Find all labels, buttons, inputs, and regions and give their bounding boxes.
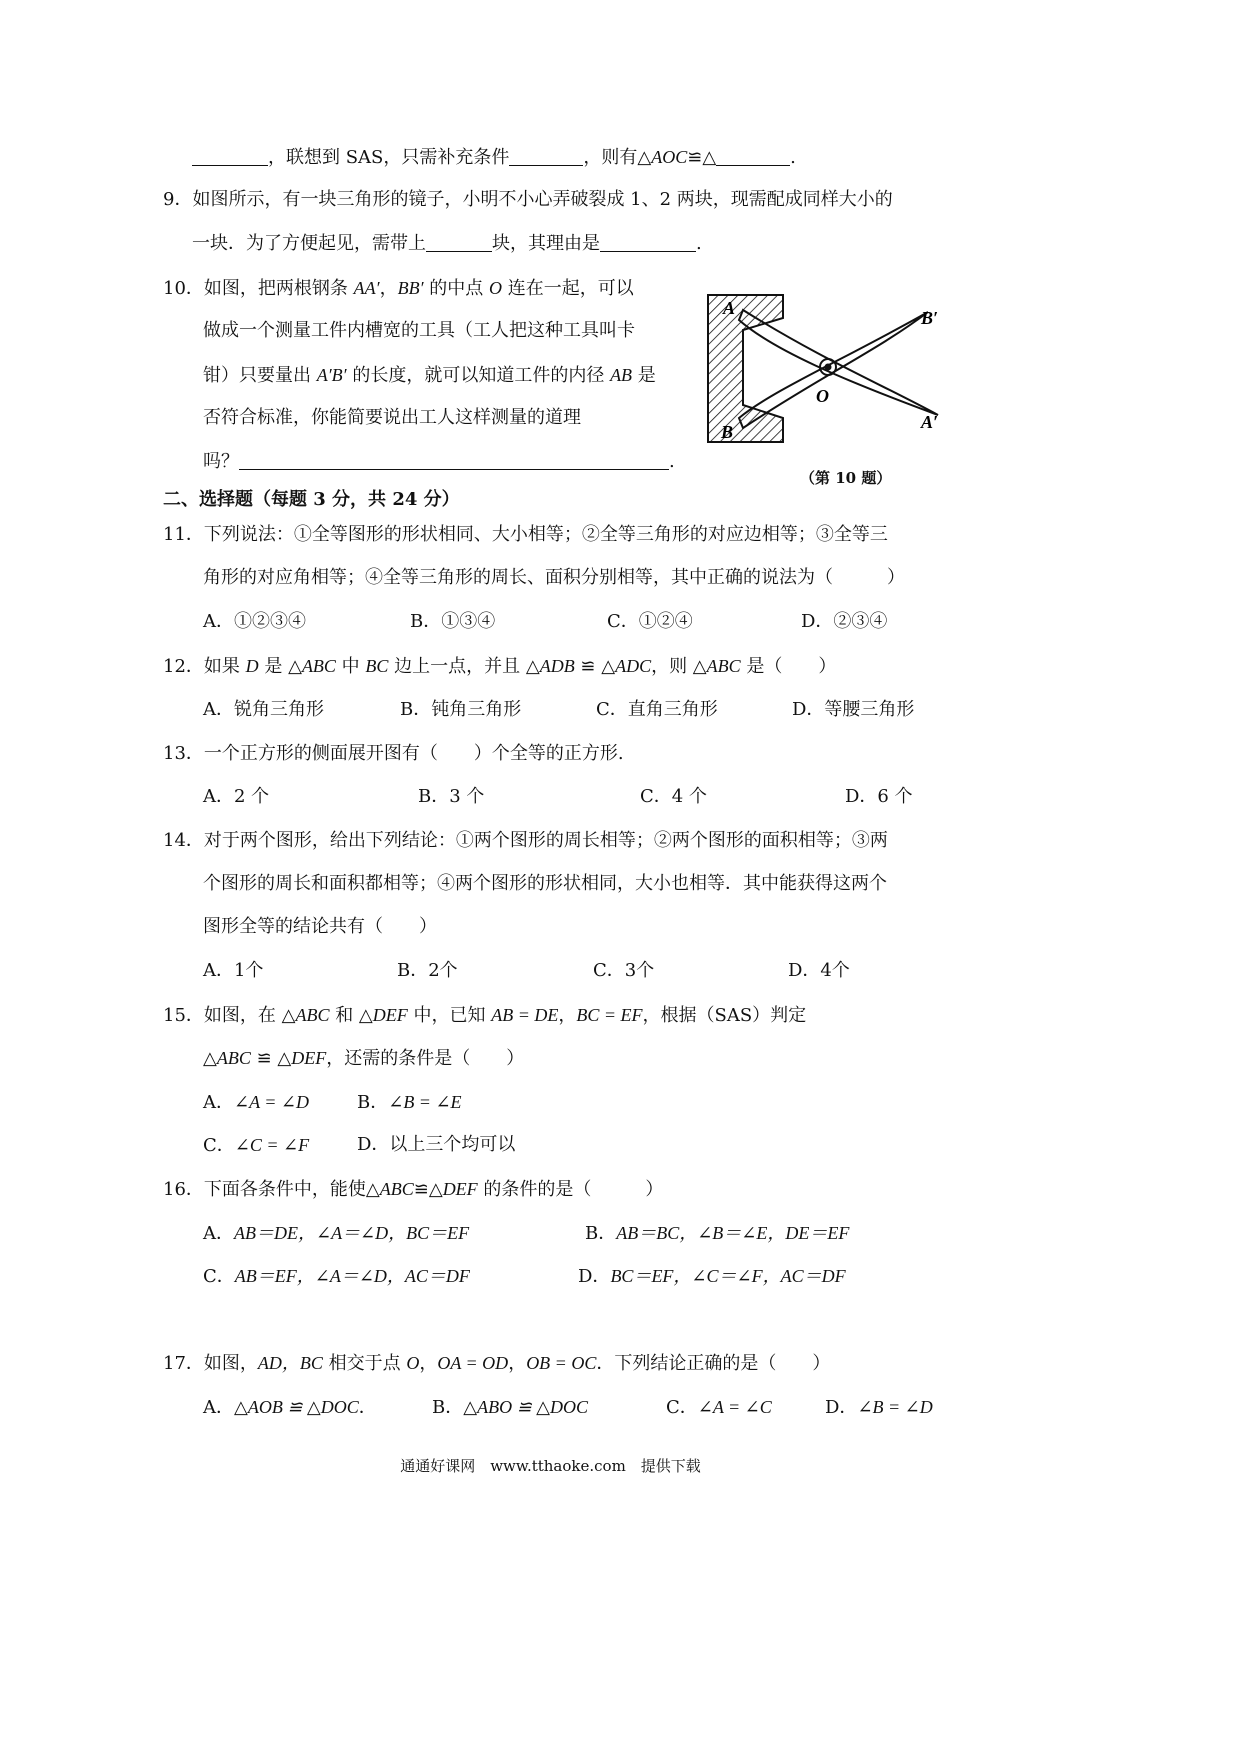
option-a[interactable]: A．2 个 — [203, 786, 270, 807]
q8-continuation: ，联想到 SAS，只需补充条件 ，则有△AOC≌△ . — [192, 144, 796, 171]
question-11: 11．下列说法：①全等图形的形状相同、大小相等；②全等三角形的对应边相等；③全等三 — [163, 524, 888, 545]
question-17: 17．如图，AD，BC 相交于点 O，OA = OD，OB = OC．下列结论正确的是（ ） — [163, 1353, 831, 1374]
question-number: 10． — [163, 278, 204, 299]
question-14-line2: 个图形的周长和面积都相等；④两个图形的形状相同，大小也相等．其中能获得这两个 — [203, 873, 887, 894]
option-d[interactable]: D．等腰三角形 — [792, 699, 915, 720]
label-b: B — [721, 422, 734, 442]
question-14-line3: 图形全等的结论共有（ ） — [203, 916, 437, 937]
question-10-line5: 吗？ . — [203, 451, 675, 472]
question-15-line2: △ABC ≌ △DEF，还需的条件是（ ） — [203, 1048, 525, 1069]
option-c[interactable]: C．∠C = ∠F — [203, 1135, 310, 1156]
question-10: 10．如图，把两根钢条 AA′，BB′ 的中点 O 连在一起，可以 — [163, 278, 634, 299]
answer-blank[interactable] — [426, 233, 492, 252]
option-a[interactable]: A．△AOB ≌ △DOC． — [203, 1397, 377, 1418]
option-b[interactable]: B．∠B = ∠E — [357, 1092, 462, 1113]
option-a[interactable]: A．锐角三角形 — [203, 699, 324, 720]
question-9: 9．如图所示，有一块三角形的镜子，小明不小心弄破裂成 1、2 两块，现需配成同样大小的 — [163, 189, 893, 210]
figure-caption: （第 10 题） — [800, 469, 892, 487]
option-d[interactable]: D．4个 — [788, 960, 850, 981]
option-b[interactable]: B．△ABO ≌ △DOC — [432, 1397, 588, 1418]
steel-bar-bb — [739, 312, 928, 428]
answer-blank[interactable] — [239, 451, 669, 470]
question-number: 15． — [163, 1005, 204, 1026]
option-b[interactable]: B．3 个 — [418, 786, 485, 807]
question-number: 16． — [163, 1179, 204, 1200]
answer-blank[interactable] — [509, 147, 583, 166]
caliper-figure — [703, 290, 951, 450]
label-o: O — [816, 386, 829, 406]
option-c[interactable]: C．3个 — [593, 960, 655, 981]
question-9-line2: 一块．为了方便起见，需带上 块，其理由是 . — [192, 233, 702, 254]
option-b[interactable]: B．①③④ — [410, 611, 496, 632]
option-d[interactable]: D．6 个 — [845, 786, 913, 807]
option-a[interactable]: A．AB＝DE，∠A＝∠D，BC＝EF — [203, 1223, 470, 1244]
label-b-prime: B′ — [921, 308, 939, 328]
page-footer: 通通好课网 www.tthaoke.com 提供下载 — [400, 1457, 701, 1475]
option-c[interactable]: C．∠A = ∠C — [666, 1397, 772, 1418]
option-b[interactable]: B．AB＝BC，∠B＝∠E，DE＝EF — [585, 1223, 850, 1244]
option-a[interactable]: A．1个 — [203, 960, 264, 981]
section-heading: 二、选择题（每题 3 分，共 24 分） — [163, 489, 460, 510]
option-a[interactable]: A．∠A = ∠D — [203, 1092, 309, 1113]
option-d[interactable]: D．∠B = ∠D — [825, 1397, 933, 1418]
answer-blank[interactable] — [600, 233, 696, 252]
label-a: A — [723, 298, 736, 318]
question-number: 12． — [163, 656, 204, 677]
question-15: 15．如图，在 △ABC 和 △DEF 中，已知 AB = DE，BC = EF，根据（SAS）判定 — [163, 1005, 807, 1026]
option-c[interactable]: C．4 个 — [640, 786, 707, 807]
question-10-line4: 否符合标准，你能简要说出工人这样测量的道理 — [203, 407, 581, 428]
question-10-line2: 做成一个测量工件内槽宽的工具（工人把这种工具叫卡 — [203, 320, 635, 341]
question-number: 11． — [163, 524, 204, 545]
question-number: 9． — [163, 189, 193, 210]
label-a-prime: A′ — [921, 412, 939, 432]
question-14: 14．对于两个图形，给出下列结论：①两个图形的周长相等；②两个图形的面积相等；③两 — [163, 830, 888, 851]
option-c[interactable]: C．①②④ — [607, 611, 693, 632]
option-b[interactable]: B．钝角三角形 — [400, 699, 522, 720]
option-c[interactable]: C．直角三角形 — [596, 699, 718, 720]
option-d[interactable]: D．②③④ — [801, 611, 888, 632]
question-number: 13． — [163, 743, 204, 764]
answer-blank[interactable] — [716, 147, 790, 166]
option-b[interactable]: B．2个 — [397, 960, 458, 981]
question-number: 14． — [163, 830, 204, 851]
option-a[interactable]: A．①②③④ — [203, 611, 306, 632]
option-d[interactable]: D．以上三个均可以 — [357, 1134, 516, 1155]
question-11-line2: 角形的对应角相等；④全等三角形的周长、面积分别相等，其中正确的说法为（ ） — [203, 567, 905, 588]
option-c[interactable]: C．AB＝EF，∠A＝∠D，AC＝DF — [203, 1266, 470, 1287]
question-16: 16．下面各条件中，能使△ABC≌△DEF 的条件的是（ ） — [163, 1179, 664, 1200]
option-d[interactable]: D．BC＝EF，∠C＝∠F，AC＝DF — [578, 1266, 846, 1287]
question-12: 12．如果 D 是 △ABC 中 BC 边上一点，并且 △ADB ≌ △ADC，则 △ABC 是（ ） — [163, 656, 837, 677]
workpiece-shape — [708, 295, 783, 442]
question-10-line3: 钳）只要量出 A′B′ 的长度，就可以知道工件的内径 AB 是 — [203, 365, 656, 386]
question-number: 17． — [163, 1353, 204, 1374]
question-13: 13．一个正方形的侧面展开图有（ ）个全等的正方形. — [163, 743, 624, 764]
answer-blank[interactable] — [192, 147, 268, 166]
